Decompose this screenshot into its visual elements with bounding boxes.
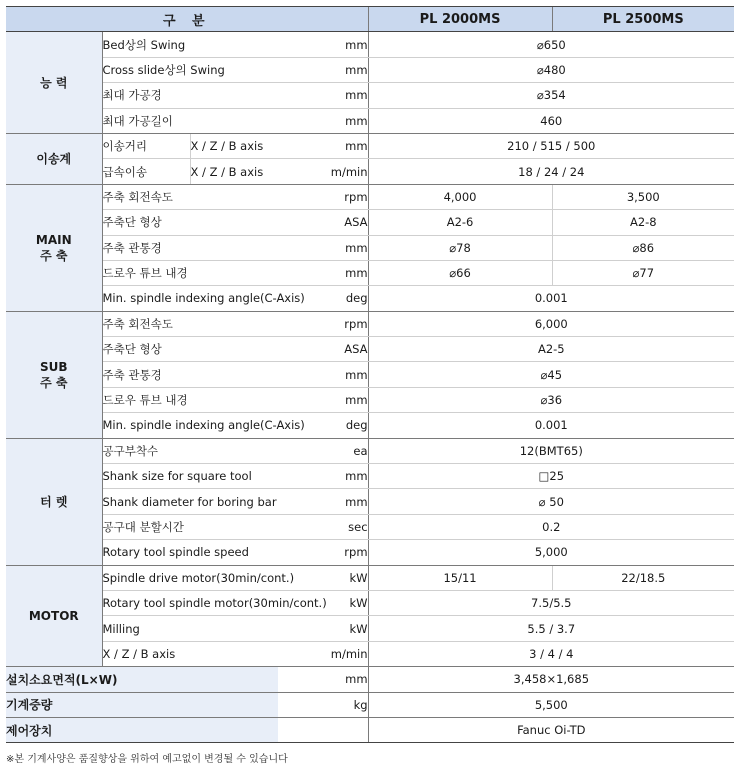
row-item: Min. spindle indexing angle(C-Axis) bbox=[102, 286, 278, 311]
row-item: 공구대 분할시간 bbox=[102, 514, 278, 539]
row-unit: deg bbox=[278, 413, 368, 438]
table-row bbox=[6, 159, 734, 184]
row-item: 주축 관통경 bbox=[102, 235, 278, 260]
row-value: 210 / 515 / 500 bbox=[368, 133, 734, 158]
row-unit: sec bbox=[278, 514, 368, 539]
row-unit: mm bbox=[278, 133, 368, 158]
table-row bbox=[6, 108, 734, 133]
row-value-pl2000ms: A2-6 bbox=[368, 210, 552, 235]
row-unit: mm bbox=[278, 32, 368, 57]
table-row bbox=[6, 590, 734, 615]
table-row bbox=[6, 362, 734, 387]
row-unit: rpm bbox=[278, 184, 368, 209]
row-unit: mm bbox=[278, 83, 368, 108]
footnote: ※본 기계사양은 품질향상을 위하여 예고없이 변경될 수 있습니다 bbox=[6, 754, 288, 765]
header-category: 구 분 bbox=[6, 7, 368, 32]
table-row bbox=[6, 667, 734, 692]
row-label-machine-weight: 기계중량 bbox=[6, 692, 278, 717]
row-value: ⌀36 bbox=[368, 387, 734, 412]
row-item: Milling bbox=[102, 616, 278, 641]
row-value-pl2000ms: ⌀78 bbox=[368, 235, 552, 260]
row-value: ⌀480 bbox=[368, 57, 734, 82]
row-value: 5,000 bbox=[368, 540, 734, 565]
table-row bbox=[6, 540, 734, 565]
category-sub-spindle bbox=[6, 311, 102, 438]
row-item: Cross slide상의 Swing bbox=[102, 57, 278, 82]
row-value: 5,500 bbox=[368, 692, 734, 717]
header-model-pl2000ms: PL 2000MS bbox=[368, 7, 552, 32]
table-row bbox=[6, 413, 734, 438]
row-value: ⌀45 bbox=[368, 362, 734, 387]
row-unit: mm bbox=[278, 464, 368, 489]
row-unit: deg bbox=[278, 286, 368, 311]
row-value: 3 / 4 / 4 bbox=[368, 641, 734, 666]
row-value: ⌀354 bbox=[368, 83, 734, 108]
category-sub-line1: SUB bbox=[39, 359, 68, 374]
row-value-pl2500ms: 3,500 bbox=[552, 184, 734, 209]
row-value-pl2000ms: 15/11 bbox=[368, 565, 552, 590]
table-row bbox=[6, 616, 734, 641]
row-unit: mm bbox=[278, 362, 368, 387]
row-value: □25 bbox=[368, 464, 734, 489]
header-row bbox=[6, 7, 734, 32]
row-item: Bed상의 Swing bbox=[102, 32, 278, 57]
category-main-line1: MAIN bbox=[35, 232, 72, 247]
table-row bbox=[6, 286, 734, 311]
row-item: 주축단 형상 bbox=[102, 337, 278, 362]
row-item: 최대 가공경 bbox=[102, 83, 278, 108]
table-row bbox=[6, 311, 734, 336]
row-unit: kW bbox=[278, 616, 368, 641]
row-unit: ASA bbox=[278, 337, 368, 362]
header-model-pl2500ms: PL 2500MS bbox=[552, 7, 734, 32]
table-row bbox=[6, 692, 734, 717]
row-item: 공구부착수 bbox=[102, 438, 278, 463]
row-unit: m/min bbox=[278, 159, 368, 184]
row-item: Rotary tool spindle motor(30min/cont.) bbox=[102, 590, 278, 615]
table-row bbox=[6, 438, 734, 463]
row-value-pl2500ms: A2-8 bbox=[552, 210, 734, 235]
row-axis: X / Z / B axis bbox=[190, 159, 278, 184]
spec-table-container bbox=[6, 6, 734, 743]
row-item: 주축 회전속도 bbox=[102, 184, 278, 209]
row-axis: X / Z / B axis bbox=[190, 133, 278, 158]
table-row bbox=[6, 717, 734, 742]
row-item: Shank size for square tool bbox=[102, 464, 278, 489]
table-row bbox=[6, 260, 734, 285]
row-value: 0.001 bbox=[368, 286, 734, 311]
row-item: 드로우 튜브 내경 bbox=[102, 387, 278, 412]
category-turret: 터 렛 bbox=[6, 438, 102, 565]
table-row bbox=[6, 57, 734, 82]
spec-table bbox=[6, 6, 734, 743]
table-row bbox=[6, 387, 734, 412]
row-unit: ea bbox=[278, 438, 368, 463]
row-value: 7.5/5.5 bbox=[368, 590, 734, 615]
row-value: A2-5 bbox=[368, 337, 734, 362]
table-row bbox=[6, 464, 734, 489]
row-label-install-area: 설치소요면적(L×W) bbox=[6, 667, 278, 692]
category-capacity: 능 력 bbox=[6, 32, 102, 134]
row-item: 최대 가공길이 bbox=[102, 108, 278, 133]
table-row bbox=[6, 489, 734, 514]
row-item: 주축 관통경 bbox=[102, 362, 278, 387]
table-row bbox=[6, 83, 734, 108]
table-row bbox=[6, 514, 734, 539]
row-value-pl2000ms: 4,000 bbox=[368, 184, 552, 209]
row-unit: mm bbox=[278, 667, 368, 692]
category-main-line2: 주 축 bbox=[40, 248, 68, 263]
table-row bbox=[6, 184, 734, 209]
row-value: ⌀650 bbox=[368, 32, 734, 57]
row-label-controller: 제어장치 bbox=[6, 717, 278, 742]
row-item: 급속이송 bbox=[102, 159, 190, 184]
row-unit: rpm bbox=[278, 311, 368, 336]
table-row bbox=[6, 565, 734, 590]
row-item: Min. spindle indexing angle(C-Axis) bbox=[102, 413, 278, 438]
row-unit: mm bbox=[278, 489, 368, 514]
category-sub-line2: 주 축 bbox=[40, 375, 68, 390]
row-value-pl2000ms: ⌀66 bbox=[368, 260, 552, 285]
row-value-pl2500ms: ⌀77 bbox=[552, 260, 734, 285]
row-item: 주축단 형상 bbox=[102, 210, 278, 235]
row-unit: mm bbox=[278, 387, 368, 412]
row-unit: m/min bbox=[278, 641, 368, 666]
row-value: 6,000 bbox=[368, 311, 734, 336]
row-unit: mm bbox=[278, 108, 368, 133]
row-unit: mm bbox=[278, 235, 368, 260]
row-value: 0.2 bbox=[368, 514, 734, 539]
row-value: 0.001 bbox=[368, 413, 734, 438]
table-row bbox=[6, 235, 734, 260]
row-value: 5.5 / 3.7 bbox=[368, 616, 734, 641]
row-value: 460 bbox=[368, 108, 734, 133]
table-row bbox=[6, 133, 734, 158]
row-unit: kW bbox=[278, 565, 368, 590]
row-value: 3,458×1,685 bbox=[368, 667, 734, 692]
table-row bbox=[6, 641, 734, 666]
row-value-pl2500ms: 22/18.5 bbox=[552, 565, 734, 590]
row-item: 이송거리 bbox=[102, 133, 190, 158]
row-item: Spindle drive motor(30min/cont.) bbox=[102, 565, 278, 590]
row-value-pl2500ms: ⌀86 bbox=[552, 235, 734, 260]
category-motor: MOTOR bbox=[6, 565, 102, 667]
row-unit: kg bbox=[278, 692, 368, 717]
row-item: Rotary tool spindle speed bbox=[102, 540, 278, 565]
row-unit: mm bbox=[278, 57, 368, 82]
row-value: ⌀ 50 bbox=[368, 489, 734, 514]
row-unit: ASA bbox=[278, 210, 368, 235]
row-item: 주축 회전속도 bbox=[102, 311, 278, 336]
table-row bbox=[6, 337, 734, 362]
row-unit bbox=[278, 717, 368, 742]
category-travel: 이송계 bbox=[6, 133, 102, 184]
row-value: Fanuc Oi-TD bbox=[368, 717, 734, 742]
category-main-spindle bbox=[6, 184, 102, 311]
row-item: 드로우 튜브 내경 bbox=[102, 260, 278, 285]
row-unit: rpm bbox=[278, 540, 368, 565]
row-value: 18 / 24 / 24 bbox=[368, 159, 734, 184]
row-unit: mm bbox=[278, 260, 368, 285]
row-unit: kW bbox=[278, 590, 368, 615]
table-row bbox=[6, 32, 734, 57]
row-value: 12(BMT65) bbox=[368, 438, 734, 463]
table-row bbox=[6, 210, 734, 235]
row-item: X / Z / B axis bbox=[102, 641, 278, 666]
row-item: Shank diameter for boring bar bbox=[102, 489, 278, 514]
